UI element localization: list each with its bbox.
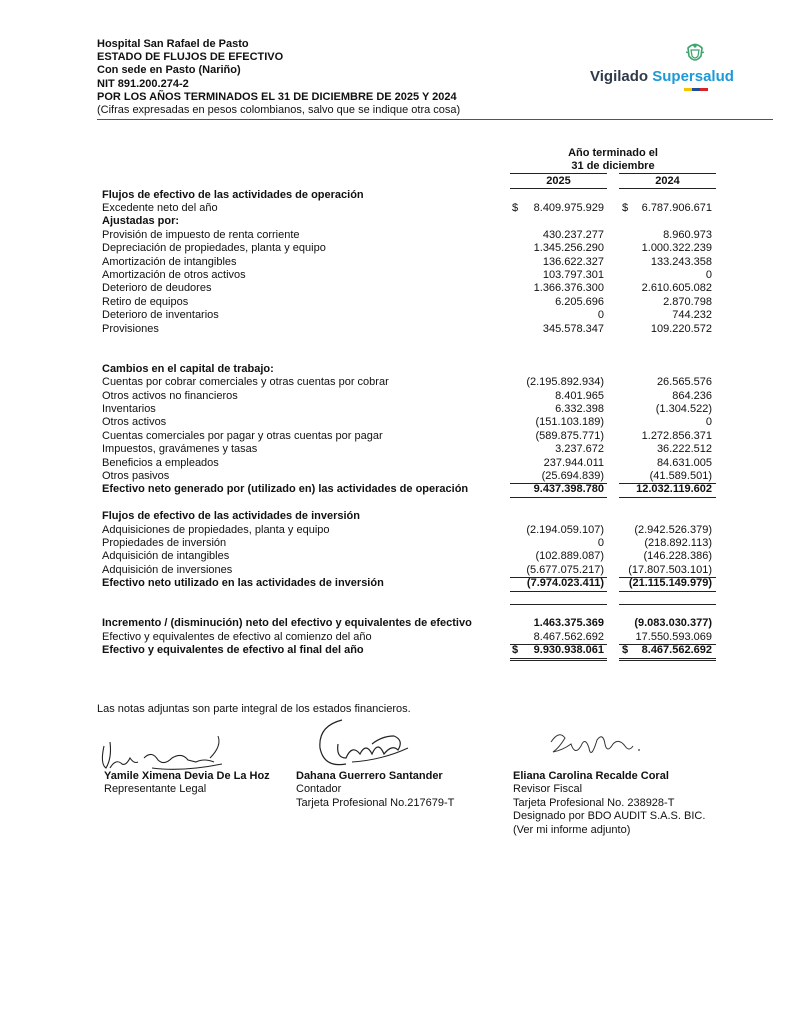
value-2024: 84.631.005 [656,456,712,469]
table-row [0,242,791,255]
value-2024: (9.083.030.377) [634,617,712,630]
row-label: Otros activos [102,416,167,429]
table-row [0,631,791,644]
table-row [0,309,791,322]
table-row [0,470,791,483]
currency-symbol-2025: $ [512,201,519,214]
value-2025: 9.437.398.780 [533,483,604,496]
signatory-detail: Tarjeta Profesional No. 238928-T [513,796,675,809]
value-2025: 9.930.938.061 [533,644,604,657]
row-label: Depreciación de propiedades, planta y equipo [102,242,326,255]
table-row [0,403,791,416]
signatory-role: Revisor Fiscal [513,783,583,796]
value-2024: (2.942.526.379) [634,523,712,536]
logo-text-supersalud: Supersalud [652,68,734,85]
value-2024: 1.000.322.239 [641,242,712,255]
row-label: Otros pasivos [102,469,170,482]
value-2024: 26.565.576 [656,376,712,389]
column-heading [510,147,716,173]
header-divider [97,119,773,120]
value-2024: (41.589.501) [649,469,712,482]
table-row [0,604,791,617]
total-rule-2025 [510,658,607,659]
value-2024: (218.892.113) [644,536,712,549]
flag-stripe [684,88,708,91]
value-2024: 0 [705,268,712,281]
signatory-block-2 [296,770,454,810]
table-row [0,202,791,215]
signatory-name: Dahana Guerrero Santander [296,770,443,782]
row-label: Deterioro de inventarios [102,309,219,322]
value-2025: 0 [597,536,604,549]
currency-note: (Cifras expresadas en pesos colombianos, salvo que se indique otra cosa) [97,104,461,117]
table-row [0,617,791,630]
signature-revisor [545,726,645,766]
currency-symbol-2024: $ [622,201,629,214]
table-row [0,524,791,537]
year-2025-header: 2025 [546,175,571,187]
entity-nit: NIT 891.200.274-2 [97,77,189,90]
row-label: Propiedades de inversión [102,536,227,549]
table-row [0,591,791,604]
table-row [0,269,791,282]
supersalud-logo-text [590,68,734,85]
value-2024: 2.870.798 [663,295,712,308]
table-row [0,323,791,336]
value-2025: (25.694.839) [541,469,604,482]
table-row [0,430,791,443]
table-row [0,376,791,389]
table-row [0,215,791,228]
value-2024: 8.467.562.692 [641,644,712,657]
coat-of-arms-icon [684,42,706,66]
value-2024: (21.115.149.979) [628,577,712,590]
logo-text-vigilado: Vigilado [590,68,653,85]
total-double-rule-2025 [510,660,607,661]
row-label: Incremento / (disminución) neto del efectivo y equivalentes de efectivo [102,617,472,630]
table-row [0,497,791,510]
table-row [0,537,791,550]
row-label: Efectivo y equivalentes de efectivo al comienzo del año [102,630,372,643]
signatory-name: Eliana Carolina Recalde Coral [513,770,669,782]
row-label: Flujos de efectivo de las actividades de inversión [102,510,360,523]
signature-legal-rep [92,728,232,774]
heading-rule-2024 [619,173,716,174]
value-2025: 8.401.965 [555,389,604,402]
row-label: Deterioro de deudores [102,282,212,295]
row-label: Flujos de efectivo de las actividades de operación [102,188,364,201]
value-2025: (5.677.075.217) [526,563,604,576]
value-2024: (1.304.522) [655,402,712,415]
signature-contador [312,714,412,772]
value-2025: 8.409.975.929 [533,201,604,214]
value-2024: 36.222.512 [656,443,712,456]
table-row [0,296,791,309]
value-2025: 0 [597,309,604,322]
supersalud-logo [590,42,740,98]
currency-symbol-2025: $ [512,644,519,657]
statement-period: POR LOS AÑOS TERMINADOS EL 31 DE DICIEMBRE DE 2025 Y 2024 [97,90,457,103]
value-2024: 6.787.906.671 [641,201,712,214]
row-label: Beneficios a empleados [102,456,219,469]
entity-name: Hospital San Rafael de Pasto [97,38,249,50]
row-label: Amortización de otros activos [102,268,246,281]
table-row [0,564,791,577]
value-2024: 8.960.973 [663,228,712,241]
value-2025: 1.366.376.300 [533,282,604,295]
value-2024: 744.232 [672,309,712,322]
heading-rule-2025 [510,173,607,174]
value-2024: 2.610.605.082 [641,282,712,295]
value-2025: 8.467.562.692 [533,630,604,643]
row-label: Provisiones [102,322,159,335]
value-2025: 1.463.375.369 [533,617,604,630]
table-row [0,550,791,563]
value-2024: 12.032.119.602 [636,483,712,496]
value-2025: 430.237.277 [542,228,604,241]
table-row [0,336,791,349]
value-2024: 864.236 [672,389,712,402]
table-row [0,416,791,429]
table-row [0,189,791,202]
year-2024-header: 2024 [655,175,680,187]
value-2025: 6.332.398 [555,402,604,415]
row-label: Provisión de impuesto de renta corriente [102,228,300,241]
total-rule-2024 [619,658,716,659]
table-row [0,363,791,376]
signatory-role: Contador [296,783,342,796]
table-row [0,443,791,456]
row-label: Cambios en el capital de trabajo: [102,362,274,375]
document-header [97,38,517,117]
entity-location: Con sede en Pasto (Nariño) [97,64,241,77]
row-label: Efectivo neto generado por (utilizado en) las actividades de operación [102,483,469,496]
row-label: Adquisición de inversiones [102,563,233,576]
value-2025: (7.974.023.411) [526,577,604,590]
column-heading-line2: 31 de diciembre [571,160,655,172]
row-label: Otros activos no financieros [102,389,238,402]
signatory-detail: Designado por BDO AUDIT S.A.S. BIC. [513,810,706,823]
value-2025: 1.345.256.290 [533,242,604,255]
row-label: Efectivo y equivalentes de efectivo al final del año [102,644,364,657]
table-row [0,644,791,657]
table-row [0,256,791,269]
row-label: Retiro de equipos [102,295,189,308]
column-heading-line1: Año terminado el [568,147,658,159]
value-2024: 109.220.572 [650,322,712,335]
value-2025: (2.195.892.934) [526,376,604,389]
value-2025: (151.103.189) [535,416,604,429]
value-2025: (589.875.771) [535,429,604,442]
footer-note: Las notas adjuntas son parte integral de los estados financieros. [97,703,411,715]
row-label: Cuentas por cobrar comerciales y otras cuentas por cobrar [102,376,389,389]
table-row [0,282,791,295]
row-label: Inventarios [102,402,156,415]
value-2025: 237.944.011 [543,456,604,469]
value-2025: 345.578.347 [542,322,604,335]
row-label: Efectivo neto utilizado en las actividades de inversión [102,577,384,590]
value-2024: 0 [705,416,712,429]
value-2024: 133.243.358 [650,255,712,268]
table-row [0,457,791,470]
value-2025: 136.622.327 [542,255,604,268]
value-2025: 6.205.696 [555,295,604,308]
value-2025: 103.797.301 [542,268,604,281]
table-row [0,510,791,523]
row-label: Impuestos, gravámenes y tasas [102,443,258,456]
value-2024: 1.272.856.371 [641,429,712,442]
row-label: Amortización de intangibles [102,255,237,268]
row-label: Adquisiciones de propiedades, planta y equipo [102,523,330,536]
currency-symbol-2024: $ [622,644,629,657]
table-row [0,229,791,242]
row-label: Cuentas comerciales por pagar y otras cuentas por pagar [102,429,383,442]
statement-title: ESTADO DE FLUJOS DE EFECTIVO [97,51,284,64]
table-row [0,349,791,362]
table-row [0,390,791,403]
signatory-block-1 [104,770,270,797]
total-double-rule-2024 [619,660,716,661]
value-2024: 17.550.593.069 [635,630,712,643]
table-row [0,483,791,496]
signatory-role: Representante Legal [104,783,207,796]
signatory-name: Yamile Ximena Devia De La Hoz [104,770,270,782]
value-2025: (2.194.059.107) [526,523,604,536]
value-2024: (146.228.386) [643,550,712,563]
signatory-block-3 [513,770,705,837]
value-2024: (17.807.503.101) [628,563,712,576]
signatory-detail: (Ver mi informe adjunto) [513,823,631,836]
row-label: Adquisición de intangibles [102,550,230,563]
signatory-detail: Tarjeta Profesional No.217679-T [296,796,455,809]
value-2025: (102.889.087) [535,550,604,563]
row-label: Excedente neto del año [102,201,218,214]
value-2025: 3.237.672 [555,443,604,456]
table-row [0,577,791,590]
row-label: Ajustadas por: [102,215,180,228]
